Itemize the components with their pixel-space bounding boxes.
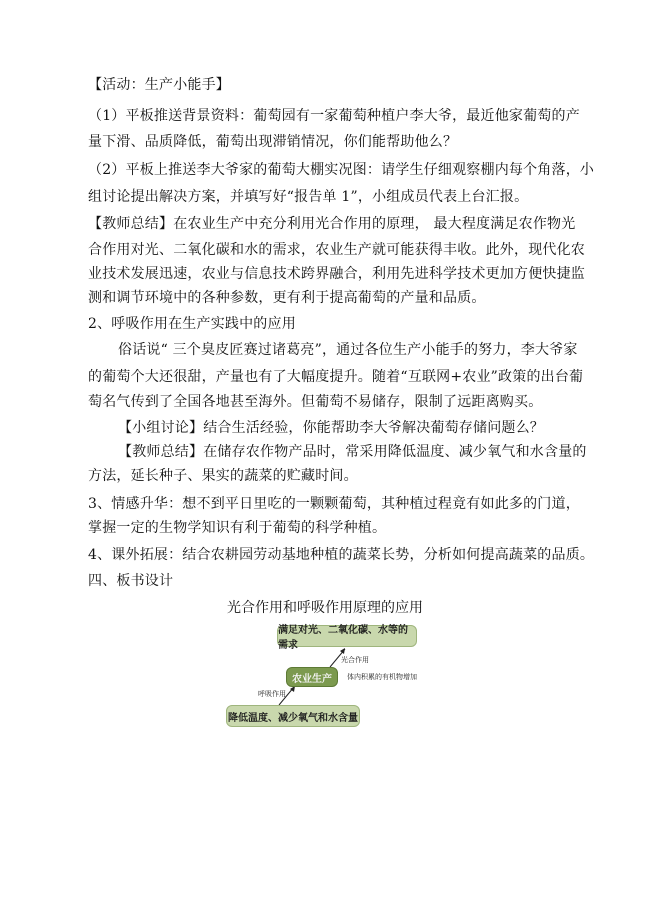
section-heading: 2、呼吸作用在生产实践中的应用 xyxy=(88,316,296,332)
paragraph-line: 方法，延长种子、果实的蔬菜的贮藏时间。 xyxy=(88,468,358,484)
paragraph-line: 【教师总结】在农业生产中充分利用光合作用的原理， 最大程度满足农作物光 xyxy=(88,216,576,232)
paragraph-line: 业技术发展迅速，农业与信息技术跨界融合，利用先进科学技术更加方便快捷监 xyxy=(88,266,585,282)
center-box: 农业生产 xyxy=(286,667,338,687)
paragraph-line: （2）平板上推送李大爷家的葡萄大棚实况图：请学生仔细观察棚内每个角落，小 xyxy=(88,162,595,178)
paragraph-line: 量下滑、品质降低，葡萄出现滞销情况，你们能帮助他么？ xyxy=(88,134,458,150)
paragraph-line: 【教师总结】在储存农作物产品时，常采用降低温度、减少氧气和水含量的 xyxy=(118,444,587,460)
section-heading: 四、板书设计 xyxy=(88,573,174,589)
paragraph-line: 掌握一定的生物学知识有利于葡萄的科学种植。 xyxy=(88,520,387,536)
respiration-label: 呼吸作用 xyxy=(258,690,286,698)
paragraph-line: 【小组讨论】结合生活经验，你能帮助李大爷解决葡萄存储问题么？ xyxy=(118,420,544,436)
diagram-title: 光合作用和呼吸作用原理的应用 xyxy=(227,600,423,616)
paragraph-line: 萄名气传到了全国各地甚至海外。但葡萄不易储存，限制了远距离购买。 xyxy=(88,394,543,410)
paragraph-line: （1）平板推送背景资料：葡萄园有一家葡萄种植户李大爷，最近他家葡萄的产 xyxy=(88,108,580,124)
paragraph-line: 合作用对光、二氧化碳和水的需求，农业生产就可能获得丰收。此外，现代化农 xyxy=(88,242,585,258)
photosynthesis-label: 光合作用 xyxy=(341,656,369,664)
activity-heading: 【活动：生产小能手】 xyxy=(88,77,230,93)
section-heading: 4、课外拓展：结合农耕园劳动基地种植的蔬菜长势，分析如何提高蔬菜的品质。 xyxy=(88,547,595,563)
section-heading: 3、情感升华：想不到平日里吃的一颗颗葡萄，其种植过程竟有如此多的门道， xyxy=(88,496,580,512)
paragraph-line: 俗话说“ 三个臭皮匠赛过诸葛亮”，通过各位生产小能手的努力，李大爷家 xyxy=(118,342,578,358)
paragraph-line: 测和调节环境中的各种参数，更有利于提高葡萄的产量和品质。 xyxy=(88,290,486,306)
bottom-box: 降低温度、减少氧气和水含量 xyxy=(226,705,360,727)
paragraph-line: 的葡萄个大还很甜，产量也有了大幅度提升。随着“互联网+农业”政策的出台葡 xyxy=(88,369,584,385)
accumulation-label: 体内积累的有机物增加 xyxy=(347,673,417,681)
top-box: 满足对光、二氧化碳、水等的需求 xyxy=(277,625,417,647)
paragraph-line: 组讨论提出解决方案，并填写好“报告单 1”，小组成员代表上台汇报。 xyxy=(88,189,529,205)
